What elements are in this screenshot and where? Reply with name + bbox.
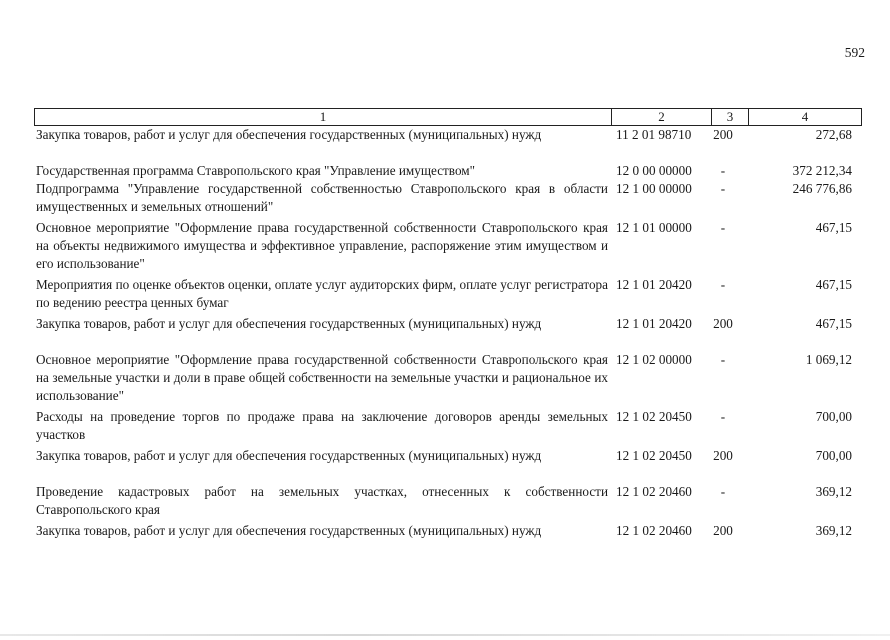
row-vr: -: [720, 181, 726, 196]
row-name: Закупка товаров, работ и услуг для обеспечения государственных (муниципальных) нужд: [36, 523, 542, 538]
row-code: 11 2 01 98710: [616, 127, 692, 142]
row-vr: 200: [713, 523, 733, 538]
row-code: 12 1 02 20450: [616, 448, 692, 463]
row-amount: 700,00: [815, 448, 852, 463]
row-vr: -: [720, 163, 726, 178]
row-amount: 467,15: [815, 316, 852, 331]
row-vr: -: [720, 484, 726, 499]
table-row: [36, 351, 856, 405]
table-row: [36, 126, 856, 144]
row-name: Подпрограмма "Управление государственной собственностью Ставропольского края в области имущественных и земельных отношений": [36, 181, 608, 214]
row-name: Закупка товаров, работ и услуг для обеспечения государственных (муниципальных) нужд: [36, 448, 542, 463]
row-name: Основное мероприятие "Оформление права государственной собственности Ставропольского края на земельные участки и доли в праве общей собственности на земельные участки и рациональное их использование": [36, 352, 608, 403]
row-amount: 1 069,12: [805, 352, 852, 367]
row-code: 12 1 00 00000: [616, 181, 692, 196]
table-row: [36, 162, 856, 180]
table-row: [36, 408, 856, 444]
table-row: [36, 522, 856, 540]
row-code: 12 0 00 00000: [616, 163, 692, 178]
row-amount: 369,12: [815, 523, 852, 538]
row-amount: 372 212,34: [792, 163, 852, 178]
row-vr: -: [720, 352, 726, 367]
row-vr: 200: [713, 127, 733, 142]
row-vr: 200: [713, 316, 733, 331]
row-name: Основное мероприятие "Оформление права государственной собственности Ставропольского края на объекты недвижимого имущества и эффективное управление, распоряжение этим имуществом и его использование": [36, 220, 608, 271]
row-name: Закупка товаров, работ и услуг для обеспечения государственных (муниципальных) нужд: [36, 127, 542, 142]
table-header: [34, 108, 862, 126]
header-col-3: 3: [712, 109, 749, 125]
row-amount: 272,68: [815, 127, 852, 142]
table-row: [36, 180, 856, 216]
row-amount: 467,15: [815, 277, 852, 292]
table-row: [36, 447, 856, 465]
row-amount: 700,00: [815, 409, 852, 424]
row-vr: -: [720, 409, 726, 424]
page-number: 592: [844, 45, 865, 60]
table-row: [36, 483, 856, 519]
row-name: Государственная программа Ставропольского края "Управление имуществом": [36, 163, 476, 178]
row-name: Проведение кадастровых работ на земельных участках, отнесенных к собственности Ставропольского края: [36, 484, 608, 517]
row-vr: 200: [713, 448, 733, 463]
row-vr: -: [720, 277, 726, 292]
header-col-2: 2: [612, 109, 712, 125]
table-row: [36, 315, 856, 333]
row-code: 12 1 01 20420: [616, 277, 692, 292]
row-code: 12 1 02 20460: [616, 523, 692, 538]
row-vr: -: [720, 220, 726, 235]
header-col-4: 4: [801, 109, 809, 124]
scan-edge-line: [0, 634, 890, 636]
row-amount: 467,15: [815, 220, 852, 235]
table-row: [36, 276, 856, 312]
row-code: 12 1 02 20450: [616, 409, 692, 424]
row-amount: 246 776,86: [792, 181, 852, 196]
row-code: 12 1 02 20460: [616, 484, 692, 499]
row-name: Расходы на проведение торгов по продаже права на заключение договоров аренды земельных участков: [36, 409, 608, 442]
row-code: 12 1 01 00000: [616, 220, 692, 235]
row-code: 12 1 02 00000: [616, 352, 692, 367]
table-body: [36, 126, 856, 540]
row-amount: 369,12: [815, 484, 852, 499]
row-name: Закупка товаров, работ и услуг для обеспечения государственных (муниципальных) нужд: [36, 316, 542, 331]
table-row: [36, 219, 856, 273]
header-col-1: 1: [35, 109, 612, 125]
row-name: Мероприятия по оценке объектов оценки, оплате услуг аудиторских фирм, оплате услуг регистратора по ведению реестра ценных бумаг: [36, 277, 608, 310]
row-code: 12 1 01 20420: [616, 316, 692, 331]
